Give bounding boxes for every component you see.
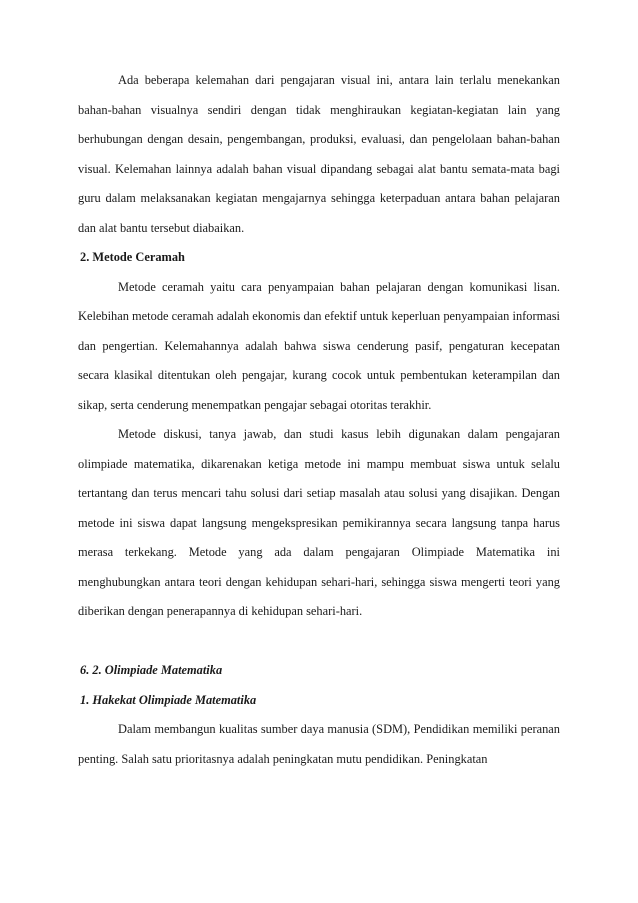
paragraph-sdm: Dalam membangun kualitas sumber daya manusia (SDM), Pendidikan memiliki peranan penting. Salah satu prioritasnya adalah peningkatan mutu pendidikan. Peningkatan — [78, 722, 560, 766]
paragraph-metode-diskusi: Metode diskusi, tanya jawab, dan studi kasus lebih digunakan dalam pengajaran olimpiade matematika, dikarenakan ketiga metode ini mampu membuat siswa untuk selalu tertantang dan terus mencari tahu solusi dari setiap masalah atau solusi yang disajikan. Dengan metode ini siswa dapat langsung mengekspresikan pemikirannya secara langsung tanpa harus merasa terkekang. Metode yang ada dalam pengajaran Olimpiade Matematika ini menghubungkan antara teori dengan kehidupan sehari-hari, sehingga siswa mengerti teori yang diberikan dengan penerapannya di kehidupan sehari-hari. — [78, 427, 560, 618]
heading-olimpiade-matematika: 6. 2. Olimpiade Matematika — [80, 663, 223, 677]
heading-hakekat-olimpiade: 1. Hakekat Olimpiade Matematika — [80, 692, 257, 707]
paragraph-visual-weakness: Ada beberapa kelemahan dari pengajaran visual ini, antara lain terlalu menekankan bahan-bahan visualnya sendiri dengan tidak menghiraukan kegiatan-kegiatan lain yang berhubungan dengan desain, pengembangan, produksi, evaluasi, dan pengelolaan bahan-bahan visual. Kelemahan lainnya adalah bahan visual dipandang sebagai alat bantu semata-mata bagi guru dalam melaksanakan kegiatan mengajarnya sehingga keterpaduan antara bahan pelajaran dan alat bantu tersebut diabaikan. — [78, 73, 560, 235]
paragraph-metode-ceramah: Metode ceramah yaitu cara penyampaian bahan pelajaran dengan komunikasi lisan. Kelebihan metode ceramah adalah ekonomis dan efektif untuk keperluan penyampaian informasi dan pengertian. Kelemahannya adalah bahwa siswa cenderung pasif, pengaturan kecepatan secara klasikal ditentukan oleh pengajar, kurang cocok untuk pembentukan keterampilan dan sikap, serta cenderung menempatkan pengajar sebagai otoritas terakhir. — [78, 279, 560, 412]
spacer — [78, 627, 560, 657]
document-page — [78, 66, 560, 774]
heading-metode-ceramah: 2. Metode Ceramah — [80, 250, 185, 264]
